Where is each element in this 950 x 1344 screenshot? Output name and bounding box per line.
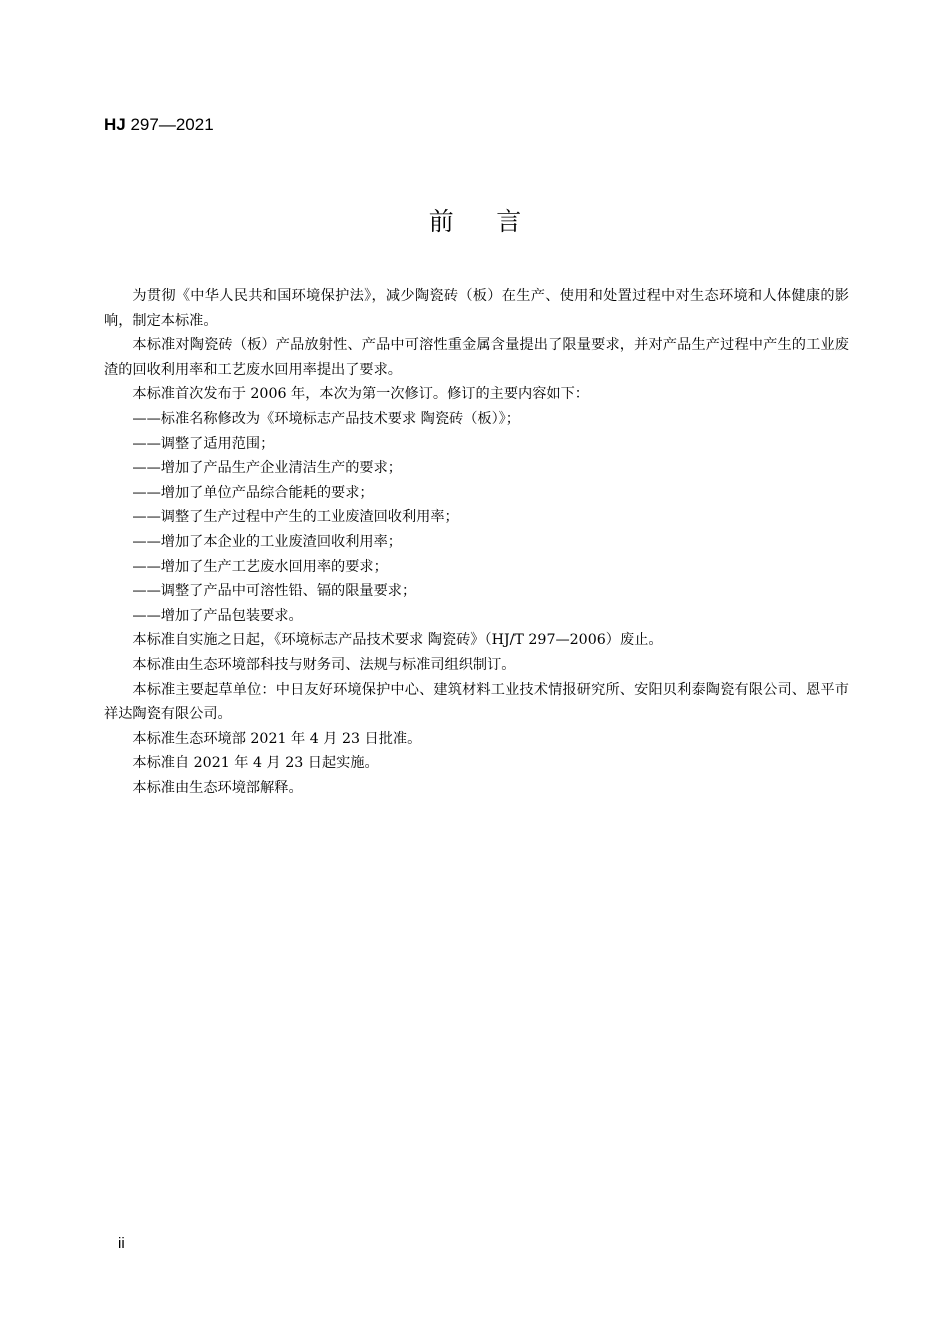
revision-item: ——增加了产品包装要求。	[132, 607, 303, 624]
standard-number: 297—2021	[130, 115, 214, 134]
page-number: ii	[118, 1235, 125, 1252]
standard-prefix: HJ	[104, 115, 126, 134]
revision-item: ——调整了适用范围；	[132, 435, 275, 452]
paragraph-purpose: 为贯彻《中华人民共和国环境保护法》，减少陶瓷砖（板）在生产、使用和处置过程中对生态环境和人体健康的影响，制定本标准。	[104, 288, 849, 329]
revision-item: ——增加了产品生产企业清洁生产的要求；	[132, 460, 402, 477]
paragraph-drafters: 本标准主要起草单位：中日友好环境保护中心、建筑材料工业技术情报研究所、安阳贝利泰陶瓷有限公司、恩平市祥达陶瓷有限公司。	[104, 681, 849, 723]
paragraph-organizer: 本标准由生态环境部科技与财务司、法规与标准司组织制订。	[132, 656, 516, 673]
revision-item: ——标准名称修改为《环境标志产品技术要求 陶瓷砖（板）》；	[132, 410, 520, 427]
revision-item: ——增加了本企业的工业废渣回收利用率；	[132, 533, 402, 550]
page-title: 前言	[428, 207, 564, 236]
revision-item: ——调整了生产过程中产生的工业废渣回收利用率；	[132, 509, 459, 526]
revision-item: ——增加了生产工艺废水回用率的要求；	[132, 558, 388, 575]
paragraph-approval: 本标准生态环境部 2021 年 4 月 23 日批准。	[132, 730, 422, 747]
paragraph-revision-intro: 本标准首次发布于 2006 年，本次为第一次修订。修订的主要内容如下：	[132, 386, 589, 403]
paragraph-supersedes: 本标准自实施之日起，《环境标志产品技术要求 陶瓷砖》（HJ/T 297—2006）废止。	[132, 632, 663, 649]
paragraph-effective: 本标准自 2021 年 4 月 23 日起实施。	[132, 755, 379, 772]
paragraph-interpretation: 本标准由生态环境部解释。	[132, 779, 303, 796]
revision-item: ——调整了产品中可溶性铅、镉的限量要求；	[132, 583, 417, 600]
document-code	[104, 114, 214, 136]
preface-body	[104, 284, 849, 800]
paragraph-scope: 本标准对陶瓷砖（板）产品放射性、产品中可溶性重金属含量提出了限量要求，并对产品生产过程中产生的工业废渣的回收利用率和工艺废水回用率提出了要求。	[104, 337, 849, 378]
revision-item: ——增加了单位产品综合能耗的要求；	[132, 484, 374, 501]
